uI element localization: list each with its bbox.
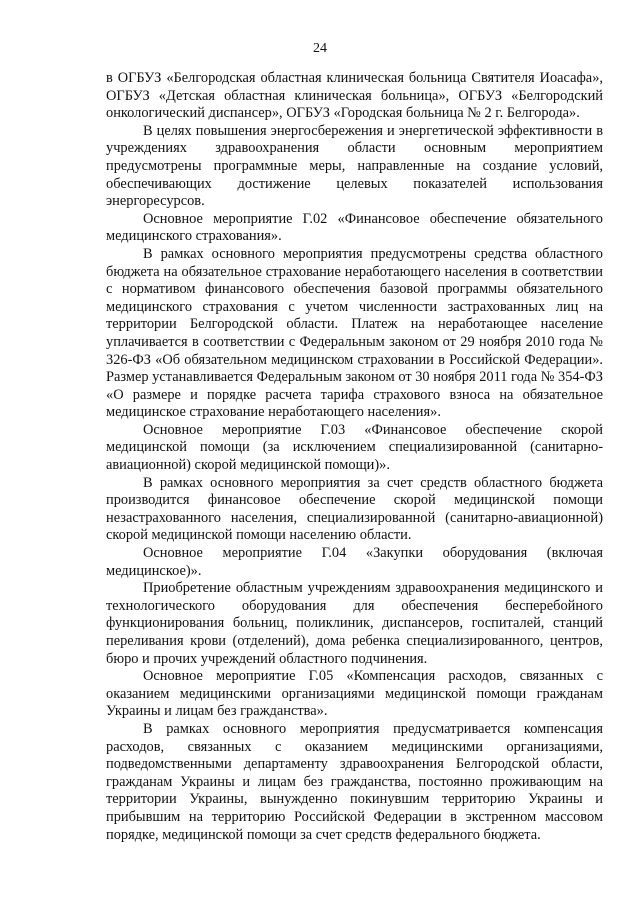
page-number: 24: [313, 41, 327, 56]
paragraph-measure-g04: Основное мероприятие Г.04 «Закупки оборудования (включая медицинское)».: [106, 545, 603, 579]
paragraph-g04-details: Приобретение областным учреждениям здравоохранения медицинского и технологического оборудования для обеспечения бесперебойного функционирования больниц, поликлиник, диспансеров, госпиталей, станций переливания крови (отделений), дома ребенка специализированного, центров, бюро и прочих учреждений областного подчинения.: [106, 580, 603, 667]
paragraph-measure-g05: Основное мероприятие Г.05 «Компенсация расходов, связанных с оказанием медицинскими организациями медицинской помощи гражданам Украины и лицам без гражданства».: [106, 668, 603, 720]
paragraph-measure-g02: Основное мероприятие Г.02 «Финансовое обеспечение обязательного медицинского страхования».: [106, 210, 603, 245]
paragraph-energy-saving: В целях повышения энергосбережения и энергетической эффективности в учреждениях здравоохранения области основным мероприятием предусмотрены программные меры, направленные на создание условий, обеспечивающих достижение целевых показателей использования энергоресурсов.: [106, 122, 603, 210]
document-body: [106, 70, 603, 844]
paragraph-measure-g03: Основное мероприятие Г.03 «Финансовое обеспечение скорой медицинской помощи (за исключением специализированной (санитарно-авиационной) скорой медицинской помощи)».: [106, 421, 603, 474]
paragraph-g05-details: В рамках основного мероприятия предусматривается компенсация расходов, связанных с оказанием медицинскими организациями, подведомственными департаменту здравоохранения Белгородской области, гражданам Украины и лицам без гражданства, постоянно проживающим на территории Украины, вынужденно покинувшим территорию Украины и прибывшим на территорию Российской Федерации в экстренном массовом порядке, медицинской помощи за счет средств федерального бюджета.: [106, 720, 603, 843]
paragraph-g03-details: В рамках основного мероприятия за счет средств областного бюджета производится финансовое обеспечение скорой медицинской помощи незастрахованного населения, специализированной (санитарно-авиационной) скорой медицинской помощи населению области.: [106, 474, 603, 544]
paragraph-hospitals-list: в ОГБУЗ «Белгородская областная клиническая больница Святителя Иоасафа», ОГБУЗ «Детская областная клиническая больница», ОГБУЗ «Белгородский онкологический диспансер», ОГБУЗ «Городская больница № 2 г. Белгорода».: [106, 70, 603, 122]
paragraph-g02-details: В рамках основного мероприятия предусмотрены средства областного бюджета на обязательное страхование неработающего населения в соответствии с нормативом финансового обеспечения базовой программы обязательного медицинского страхования с учетом численности застрахованных лиц на территории Белгородской области. Платеж на неработающее население уплачивается в соответствии с Федеральным законом от 29 ноября 2010 года № 326-ФЗ «Об обязательном медицинском страховании в Российской Федерации». Размер устанавливается Федеральным законом от 30 ноября 2011 года № 354-ФЗ «О размере и порядке расчета тарифа страхового взноса на обязательное медицинское страхование неработающего населения».: [106, 245, 603, 421]
